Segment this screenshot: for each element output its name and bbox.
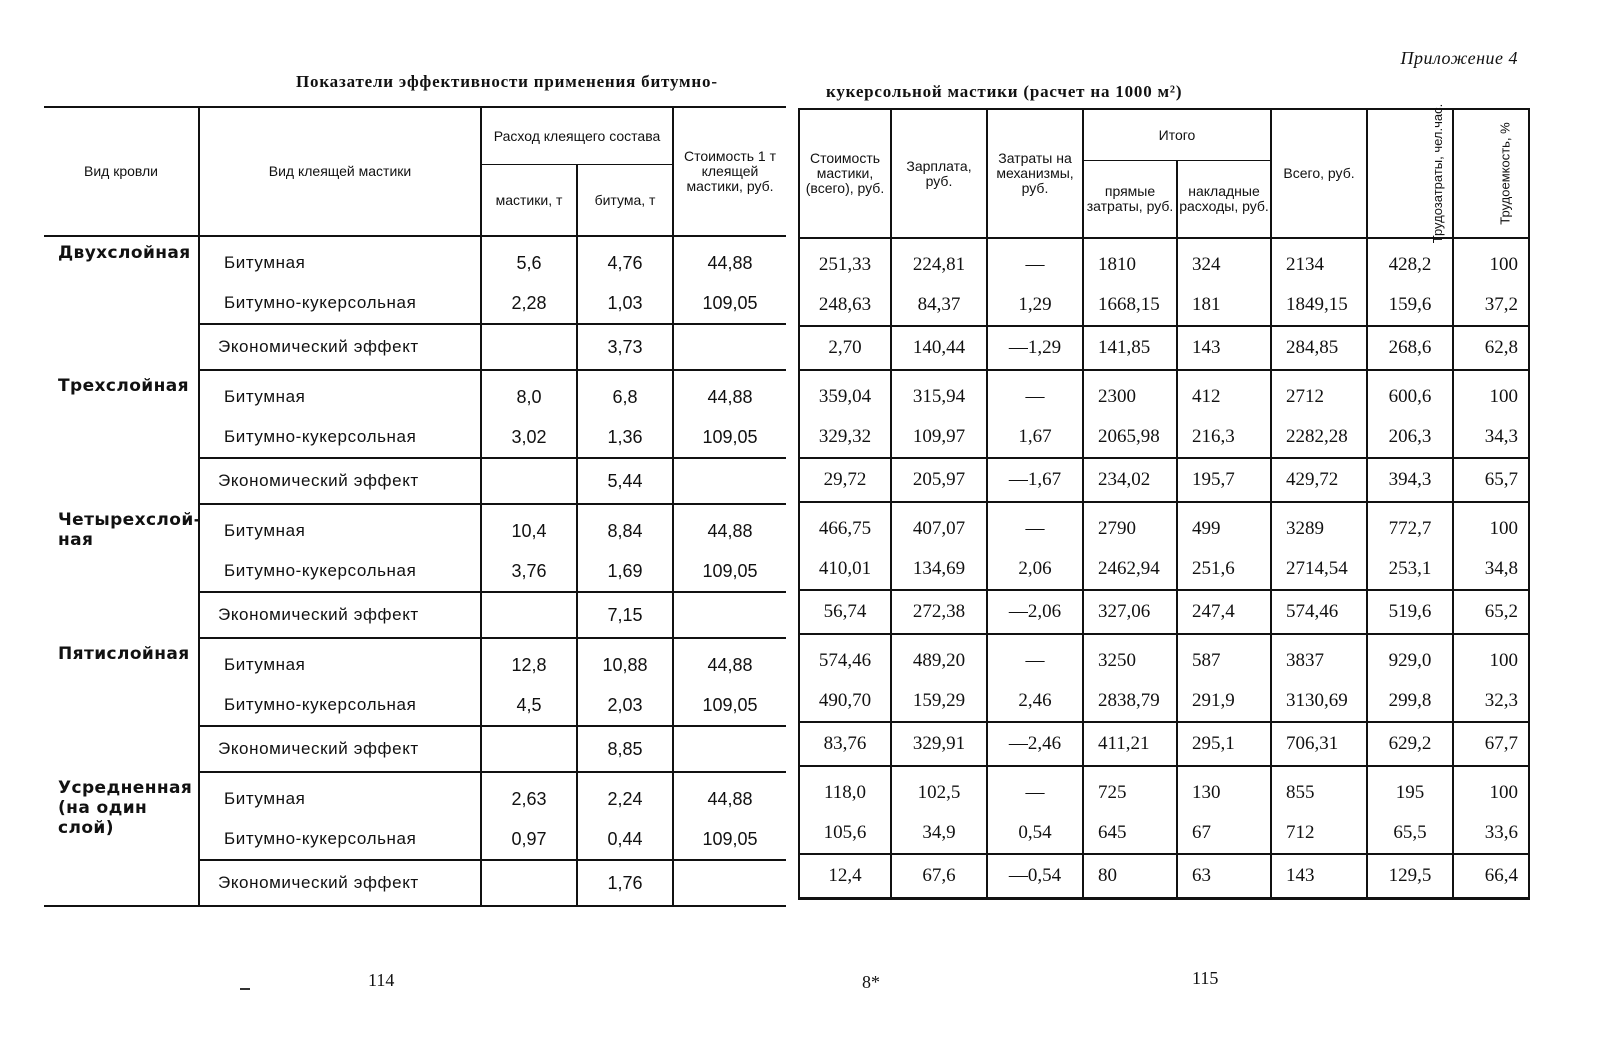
- page-number-left: 114: [368, 970, 395, 990]
- cost-per-ton-cell: 109,05: [702, 560, 758, 581]
- mastic-type-cell: Битумная: [199, 370, 481, 417]
- header-salary: Зарплата, руб.: [891, 109, 987, 238]
- overhead-cell: 63: [1177, 854, 1271, 899]
- cost-per-ton-cell: 109,05: [702, 292, 758, 313]
- salary-cell: 224,81: [891, 238, 987, 285]
- direct-costs-cell: 2838,79: [1083, 681, 1177, 722]
- grand-total-cell: 143: [1271, 854, 1367, 899]
- effect-row: [799, 458, 1529, 502]
- table-row: [799, 634, 1529, 681]
- grand-total-cell: 1849,15: [1271, 285, 1367, 326]
- machinery-cell: 1,67: [987, 417, 1083, 458]
- machinery-cell: —: [987, 370, 1083, 417]
- direct-costs-cell: 1810: [1083, 238, 1177, 285]
- cost-per-ton-cell: [673, 592, 786, 638]
- mastic-cost-cell: 118,0: [799, 766, 891, 813]
- effect-label-cell: Экономический эффект: [199, 324, 481, 370]
- mastic-tons-cell: 3,02: [481, 417, 577, 458]
- bitumen-tons-cell: 7,15: [577, 592, 673, 638]
- mastic-tons-cell: [481, 592, 577, 638]
- left-page-table: [44, 106, 786, 907]
- cost-per-ton-cell: [673, 860, 786, 906]
- mastic-tons-cell: [481, 324, 577, 370]
- mastic-cost-cell: 410,01: [799, 549, 891, 590]
- mastic-tons-cell: 3,76: [481, 551, 577, 592]
- overhead-cell: 291,9: [1177, 681, 1271, 722]
- grand-total-cell: 706,31: [1271, 722, 1367, 766]
- mastic-type-cell: Битумная: [199, 504, 481, 551]
- mastic-tons-cell: 12,8: [481, 638, 577, 685]
- overhead-cell: 587: [1177, 634, 1271, 681]
- mastic-type-cell: Битумно-кукерсольная: [199, 417, 481, 458]
- labor-percent-cell: 34,8: [1484, 558, 1519, 579]
- bitumen-tons-cell: 1,76: [577, 860, 673, 906]
- cost-per-ton-cell: 44,88: [707, 520, 753, 541]
- bitumen-tons-cell: 1,36: [577, 417, 673, 458]
- header-machinery: Затраты на механизмы, руб.: [987, 109, 1083, 238]
- mastic-tons-cell: 2,28: [481, 283, 577, 324]
- direct-costs-cell: 725: [1083, 766, 1177, 813]
- table-row: [799, 502, 1529, 549]
- overhead-cell: 251,6: [1177, 549, 1271, 590]
- machinery-cell: —0,54: [987, 854, 1083, 899]
- grand-total-cell: 3837: [1271, 634, 1367, 681]
- mastic-type-cell: Битумно-кукерсольная: [199, 685, 481, 726]
- grand-total-cell: 2714,54: [1271, 549, 1367, 590]
- machinery-cell: 2,06: [987, 549, 1083, 590]
- table-row: [799, 285, 1529, 326]
- labor-percent-cell: 62,8: [1453, 326, 1529, 370]
- table-title-part-2: кукерсольной мастики (расчет на 1000 м²): [826, 82, 1183, 101]
- appendix-label: Приложение 4: [1400, 48, 1518, 68]
- machinery-cell: —: [987, 502, 1083, 549]
- effect-label-cell: Экономический эффект: [199, 726, 481, 772]
- bitumen-tons-cell: 4,76: [577, 236, 673, 283]
- labor-percent-cell: 100: [1489, 518, 1519, 539]
- mastic-tons-cell: 5,6: [481, 236, 577, 283]
- header-consumption: Расход клеящего состава: [481, 107, 673, 165]
- header-labor-percent: Трудоемкость, %: [1453, 109, 1529, 238]
- labor-hours-cell: 268,6: [1367, 326, 1453, 370]
- mastic-cost-cell: 329,32: [799, 417, 891, 458]
- salary-cell: 134,69: [891, 549, 987, 590]
- labor-percent-cell: 100: [1489, 254, 1519, 275]
- cost-per-ton-cell: 109,05: [702, 828, 758, 849]
- salary-cell: 489,20: [891, 634, 987, 681]
- roof-type-cell: Усредненная (на один слой): [44, 772, 199, 906]
- cost-per-ton-cell: 44,88: [707, 654, 753, 675]
- salary-cell: 329,91: [891, 722, 987, 766]
- header-total: Итого: [1083, 109, 1271, 161]
- grand-total-cell: 284,85: [1271, 326, 1367, 370]
- labor-hours-cell: 929,0: [1367, 634, 1453, 681]
- direct-costs-cell: 80: [1083, 854, 1177, 899]
- mastic-tons-cell: [481, 860, 577, 906]
- table-row: [44, 638, 786, 685]
- machinery-cell: —2,46: [987, 722, 1083, 766]
- mastic-tons-cell: [481, 726, 577, 772]
- direct-costs-cell: 411,21: [1083, 722, 1177, 766]
- table-row: [799, 238, 1529, 285]
- bitumen-tons-cell: 8,85: [577, 726, 673, 772]
- grand-total-cell: 3130,69: [1271, 681, 1367, 722]
- mastic-tons-cell: 2,63: [481, 772, 577, 819]
- labor-hours-cell: 772,7: [1367, 502, 1453, 549]
- table-row: [44, 772, 786, 819]
- mastic-cost-cell: 251,33: [799, 238, 891, 285]
- mastic-type-cell: Битумная: [199, 236, 481, 283]
- effect-row: [799, 326, 1529, 370]
- overhead-cell: 67: [1177, 813, 1271, 854]
- header-cost-per-ton: Стоимость 1 т клеящей мастики, руб.: [673, 107, 786, 236]
- effect-row: [799, 722, 1529, 766]
- table-row: [799, 549, 1529, 590]
- header-mastic-type: Вид клеящей мастики: [199, 107, 481, 236]
- direct-costs-cell: 645: [1083, 813, 1177, 854]
- machinery-cell: —: [987, 634, 1083, 681]
- mastic-type-cell: Битумно-кукерсольная: [199, 551, 481, 592]
- table-row: [44, 504, 786, 551]
- mastic-cost-cell: 490,70: [799, 681, 891, 722]
- grand-total-cell: 574,46: [1271, 590, 1367, 634]
- bitumen-tons-cell: 5,44: [577, 458, 673, 504]
- salary-cell: 109,97: [891, 417, 987, 458]
- direct-costs-cell: 2300: [1083, 370, 1177, 417]
- labor-hours-cell: 519,6: [1367, 590, 1453, 634]
- mastic-cost-cell: 105,6: [799, 813, 891, 854]
- direct-costs-cell: 2065,98: [1083, 417, 1177, 458]
- direct-costs-cell: 2462,94: [1083, 549, 1177, 590]
- bitumen-tons-cell: 3,73: [577, 324, 673, 370]
- effect-row: [799, 854, 1529, 899]
- overhead-cell: 195,7: [1177, 458, 1271, 502]
- cost-per-ton-cell: 109,05: [702, 426, 758, 447]
- direct-costs-cell: 141,85: [1083, 326, 1177, 370]
- grand-total-cell: 3289: [1271, 502, 1367, 549]
- left-table-body: [44, 236, 786, 906]
- header-bitumen-tons: битума, т: [577, 165, 673, 237]
- bitumen-tons-cell: 0,44: [577, 819, 673, 860]
- salary-cell: 140,44: [891, 326, 987, 370]
- labor-hours-cell: 159,6: [1367, 285, 1453, 326]
- labor-hours-cell: 428,2: [1367, 238, 1453, 285]
- table-row: [799, 681, 1529, 722]
- table-title-part-1: Показатели эффективности применения битумно-: [296, 72, 718, 91]
- salary-cell: 102,5: [891, 766, 987, 813]
- header-labor-hours: Трудозатраты, чел.час.: [1367, 109, 1453, 238]
- cost-per-ton-cell: [673, 458, 786, 504]
- mastic-cost-cell: 466,75: [799, 502, 891, 549]
- salary-cell: 315,94: [891, 370, 987, 417]
- bitumen-tons-cell: 1,69: [577, 551, 673, 592]
- overhead-cell: 324: [1177, 238, 1271, 285]
- grand-total-cell: 855: [1271, 766, 1367, 813]
- table-row: [799, 766, 1529, 813]
- machinery-cell: —2,06: [987, 590, 1083, 634]
- salary-cell: 159,29: [891, 681, 987, 722]
- grand-total-cell: 712: [1271, 813, 1367, 854]
- roof-type-cell: Пятислойная: [44, 638, 199, 772]
- right-table-body: [799, 238, 1529, 899]
- overhead-cell: 295,1: [1177, 722, 1271, 766]
- header-mastic-cost: Стоимость мастики, (всего), руб.: [799, 109, 891, 238]
- salary-cell: 67,6: [891, 854, 987, 899]
- labor-hours-cell: 195: [1367, 766, 1453, 813]
- mastic-tons-cell: 0,97: [481, 819, 577, 860]
- direct-costs-cell: 2790: [1083, 502, 1177, 549]
- direct-costs-cell: 1668,15: [1083, 285, 1177, 326]
- bitumen-tons-cell: 2,24: [577, 772, 673, 819]
- header-roof-type: Вид кровли: [44, 107, 199, 236]
- mastic-tons-cell: [481, 458, 577, 504]
- header-grand-total: Всего, руб.: [1271, 109, 1367, 238]
- page-number-right: 115: [1192, 968, 1219, 988]
- roof-type-cell: Двухслойная: [44, 236, 199, 370]
- mastic-cost-cell: 56,74: [799, 590, 891, 634]
- labor-percent-cell: 100: [1489, 650, 1519, 671]
- mastic-tons-cell: 10,4: [481, 504, 577, 551]
- labor-hours-cell: 206,3: [1367, 417, 1453, 458]
- labor-percent-cell: 34,3: [1484, 426, 1519, 447]
- labor-percent-cell: 33,6: [1484, 822, 1519, 843]
- effect-label-cell: Экономический эффект: [199, 860, 481, 906]
- cost-per-ton-cell: 44,88: [707, 386, 753, 407]
- header-direct-costs: прямые затраты, руб.: [1083, 161, 1177, 239]
- bitumen-tons-cell: 8,84: [577, 504, 673, 551]
- salary-cell: 205,97: [891, 458, 987, 502]
- overhead-cell: 499: [1177, 502, 1271, 549]
- direct-costs-cell: 327,06: [1083, 590, 1177, 634]
- cost-per-ton-cell: 44,88: [707, 788, 753, 809]
- roof-type-cell: Трехслойная: [44, 370, 199, 504]
- direct-costs-cell: 3250: [1083, 634, 1177, 681]
- machinery-cell: 2,46: [987, 681, 1083, 722]
- mastic-cost-cell: 2,70: [799, 326, 891, 370]
- effect-label-cell: Экономический эффект: [199, 458, 481, 504]
- table-row: [44, 370, 786, 417]
- overhead-cell: 412: [1177, 370, 1271, 417]
- mastic-type-cell: Битумно-кукерсольная: [199, 819, 481, 860]
- grand-total-cell: 2712: [1271, 370, 1367, 417]
- table-row: [44, 236, 786, 283]
- right-page-table: [798, 103, 1530, 900]
- labor-percent-cell: 66,4: [1453, 854, 1529, 899]
- mastic-cost-cell: 83,76: [799, 722, 891, 766]
- labor-hours-cell: 629,2: [1367, 722, 1453, 766]
- mastic-cost-cell: 12,4: [799, 854, 891, 899]
- header-overhead: накладные расходы, руб.: [1177, 161, 1271, 239]
- roof-type-cell: Четырехслой-ная: [44, 504, 199, 638]
- overhead-cell: 216,3: [1177, 417, 1271, 458]
- labor-hours-cell: 600,6: [1367, 370, 1453, 417]
- machinery-cell: —1,29: [987, 326, 1083, 370]
- direct-costs-cell: 234,02: [1083, 458, 1177, 502]
- cost-per-ton-cell: [673, 324, 786, 370]
- machinery-cell: —: [987, 766, 1083, 813]
- mastic-tons-cell: 8,0: [481, 370, 577, 417]
- salary-cell: 84,37: [891, 285, 987, 326]
- labor-percent-cell: 67,7: [1453, 722, 1529, 766]
- labor-percent-cell: 32,3: [1484, 690, 1519, 711]
- bitumen-tons-cell: 2,03: [577, 685, 673, 726]
- header-mastic-tons: мастики, т: [481, 165, 577, 237]
- effect-label-cell: Экономический эффект: [199, 592, 481, 638]
- table-row: [799, 417, 1529, 458]
- overhead-cell: 181: [1177, 285, 1271, 326]
- table-row: [799, 813, 1529, 854]
- mastic-type-cell: Битумная: [199, 638, 481, 685]
- effect-row: [799, 590, 1529, 634]
- salary-cell: 34,9: [891, 813, 987, 854]
- labor-percent-cell: 100: [1489, 782, 1519, 803]
- machinery-cell: —1,67: [987, 458, 1083, 502]
- labor-percent-cell: 100: [1489, 386, 1519, 407]
- labor-percent-cell: 37,2: [1484, 294, 1519, 315]
- cost-per-ton-cell: 109,05: [702, 694, 758, 715]
- labor-hours-cell: 299,8: [1367, 681, 1453, 722]
- grand-total-cell: 429,72: [1271, 458, 1367, 502]
- labor-hours-cell: 65,5: [1367, 813, 1453, 854]
- mastic-tons-cell: 4,5: [481, 685, 577, 726]
- machinery-cell: 0,54: [987, 813, 1083, 854]
- machinery-cell: —: [987, 238, 1083, 285]
- cost-per-ton-cell: [673, 726, 786, 772]
- grand-total-cell: 2134: [1271, 238, 1367, 285]
- labor-percent-cell: 65,2: [1453, 590, 1529, 634]
- labor-hours-cell: 394,3: [1367, 458, 1453, 502]
- overhead-cell: 247,4: [1177, 590, 1271, 634]
- overhead-cell: 130: [1177, 766, 1271, 813]
- machinery-cell: 1,29: [987, 285, 1083, 326]
- mastic-cost-cell: 359,04: [799, 370, 891, 417]
- print-mark: [240, 988, 250, 990]
- labor-hours-cell: 253,1: [1367, 549, 1453, 590]
- bitumen-tons-cell: 6,8: [577, 370, 673, 417]
- salary-cell: 407,07: [891, 502, 987, 549]
- overhead-cell: 143: [1177, 326, 1271, 370]
- mastic-cost-cell: 248,63: [799, 285, 891, 326]
- labor-percent-cell: 65,7: [1453, 458, 1529, 502]
- bitumen-tons-cell: 10,88: [577, 638, 673, 685]
- salary-cell: 272,38: [891, 590, 987, 634]
- bitumen-tons-cell: 1,03: [577, 283, 673, 324]
- grand-total-cell: 2282,28: [1271, 417, 1367, 458]
- mastic-type-cell: Битумно-кукерсольная: [199, 283, 481, 324]
- table-row: [799, 370, 1529, 417]
- signature-mark: 8*: [862, 972, 880, 992]
- mastic-type-cell: Битумная: [199, 772, 481, 819]
- mastic-cost-cell: 29,72: [799, 458, 891, 502]
- labor-hours-cell: 129,5: [1367, 854, 1453, 899]
- mastic-cost-cell: 574,46: [799, 634, 891, 681]
- cost-per-ton-cell: 44,88: [707, 252, 753, 273]
